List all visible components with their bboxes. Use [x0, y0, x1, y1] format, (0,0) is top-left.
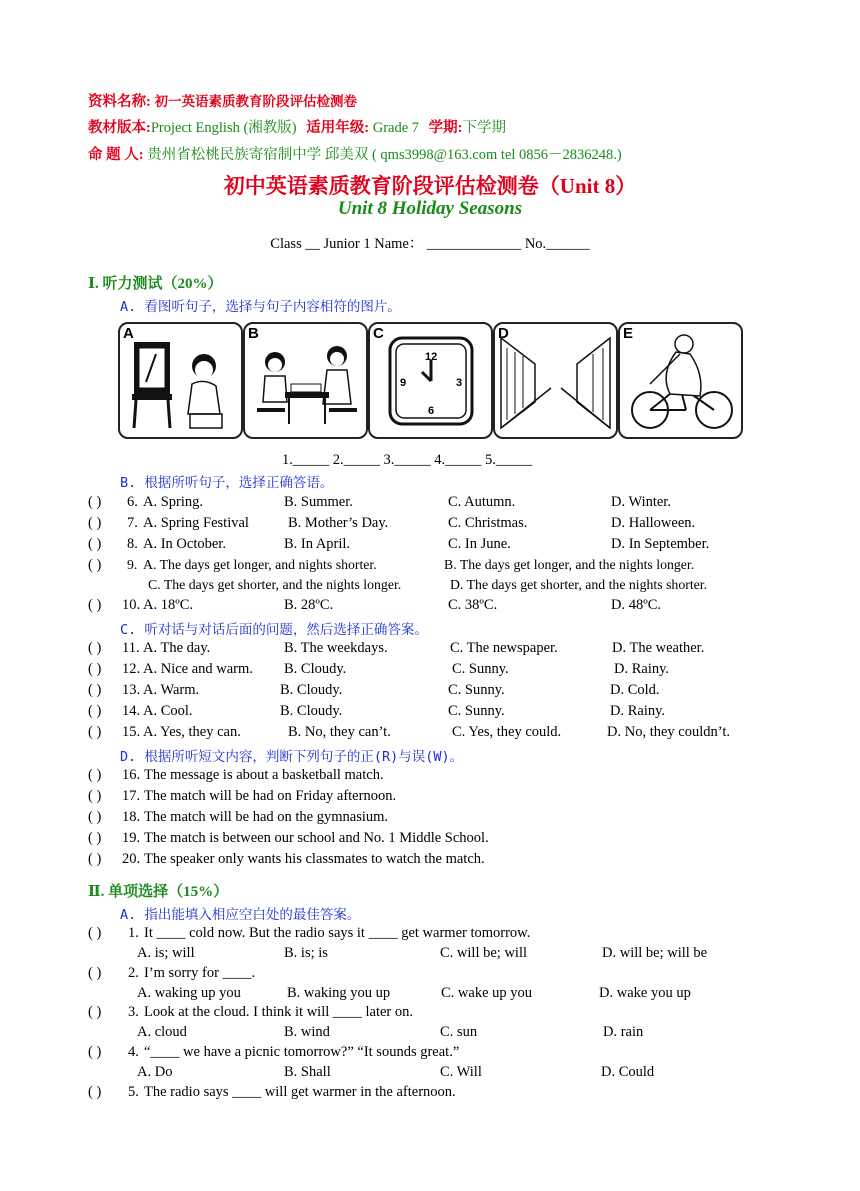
answer-paren: ( ) [88, 809, 102, 825]
picture-label-a: A [123, 325, 134, 342]
question-number: 1. [128, 925, 139, 941]
answer-paren: ( ) [88, 830, 102, 846]
option-b: B. Shall [284, 1064, 331, 1080]
picture-label-c: C [373, 325, 384, 342]
meta-label-term: 学期: [428, 120, 463, 136]
section-1-part-c: C. 听对话与对话后面的问题，然后选择正确答案。 [120, 622, 428, 638]
option-c: C. Will [440, 1064, 482, 1080]
section-1-part-d: D. 根据所听短文内容，判断下列句子的正(R)与误(W)。 [120, 749, 464, 765]
option-d: D. Could [601, 1064, 655, 1080]
option-a: A. Cool. [143, 703, 193, 719]
question-number: 14. [122, 703, 141, 719]
answer-paren: ( ) [88, 661, 102, 677]
section-2-part-a: A. 指出能填入相应空白处的最佳答案。 [120, 907, 361, 923]
question-7 [0, 515, 860, 535]
s2-question-4 [0, 1044, 860, 1064]
option-a: A. Spring Festival [143, 515, 249, 531]
option-c: C. will be; will [440, 945, 527, 961]
statement: The speaker only wants his classmates to watch the match. [144, 851, 485, 867]
option-c: C. Yes, they could. [452, 724, 562, 740]
answer-paren: ( ) [88, 724, 102, 740]
question-11 [0, 640, 860, 660]
answer-paren: ( ) [88, 1004, 102, 1020]
picture-d [493, 322, 618, 439]
option-a: A. Spring. [143, 494, 204, 510]
statement: The match will be had on the gymnasium. [144, 809, 389, 825]
option-b: B. In April. [284, 536, 351, 552]
meta-label-edition: 教材版本: [88, 120, 151, 136]
answer-paren: ( ) [88, 536, 102, 552]
option-a: A. Warm. [143, 682, 200, 698]
section-1-part-a: A. 看图听句子，选择与句子内容相符的图片。 [120, 299, 401, 315]
s2-question-1-options [0, 945, 860, 965]
question-number: 13. [122, 682, 141, 698]
question-12 [0, 661, 860, 681]
answer-paren: ( ) [88, 640, 102, 656]
option-a: A. cloud [137, 1024, 187, 1040]
answer-paren: ( ) [88, 851, 102, 867]
svg-text:9: 9 [400, 377, 407, 389]
meta-value-author: 贵州省松桃民族寄宿制中学 邱美双 ( qms3998@163.com tel 0856－2836248.) [147, 147, 622, 163]
option-b: B. Summer. [284, 494, 353, 510]
option-d: D. 48ºC. [611, 597, 662, 613]
option-c: C. Sunny. [448, 682, 505, 698]
option-b: B. is; is [284, 945, 328, 961]
girl-bicycle-icon [620, 324, 741, 437]
option-c: C. wake up you [441, 985, 533, 1001]
option-b: B. Cloudy. [284, 661, 347, 677]
option-c: C. The days get shorter, and the nights longer. [148, 577, 402, 592]
question-number: 7. [127, 515, 138, 531]
question-15 [0, 724, 860, 744]
answer-paren: ( ) [88, 557, 102, 573]
option-b: B. Mother’s Day. [288, 515, 389, 531]
meta-label-name: 资料名称: [88, 94, 151, 110]
option-a: A. The days get longer, and nights shorter. [143, 557, 377, 572]
question-number: 18. [122, 809, 141, 825]
option-d: D. No, they couldn’t. [607, 724, 730, 740]
question-number: 12. [122, 661, 141, 677]
question-9-continued [0, 577, 860, 597]
option-b: B. waking you up [287, 985, 391, 1001]
option-c: C. sun [440, 1024, 478, 1040]
question-17 [0, 788, 860, 808]
meta-value-grade: Grade 7 [372, 120, 420, 136]
question-6 [0, 494, 860, 514]
question-number: 15. [122, 724, 141, 740]
question-9 [0, 557, 860, 577]
question-stem: I’m sorry for ____. [144, 965, 256, 981]
option-c: C. Sunny. [448, 703, 505, 719]
meta-label-grade: 适用年级: [306, 120, 370, 136]
meta-line-3 [88, 143, 622, 164]
option-c: C. Christmas. [448, 515, 528, 531]
question-number: 3. [128, 1004, 139, 1020]
answer-paren: ( ) [88, 515, 102, 531]
s2-question-5 [0, 1084, 860, 1104]
option-b: B. The days get longer, and the nights longer. [444, 557, 695, 572]
section-2-heading: Ⅱ. 单项选择（15%） [88, 884, 229, 900]
s2-question-3-options [0, 1024, 860, 1044]
svg-text:3: 3 [456, 377, 463, 389]
question-number: 4. [128, 1044, 139, 1060]
option-a: A. In October. [143, 536, 226, 552]
meta-value-name: 初一英语素质教育阶段评估检测卷 [154, 94, 357, 109]
statement: The match is between our school and No. 1 Middle School. [144, 830, 489, 846]
page-subtitle: Unit 8 Holiday Seasons [337, 198, 523, 219]
answer-paren: ( ) [88, 788, 102, 804]
option-d: D. wake you up [599, 985, 691, 1001]
option-d: D. Halloween. [611, 515, 696, 531]
question-19 [0, 830, 860, 850]
meta-line-2 [88, 116, 506, 137]
option-b: B. wind [284, 1024, 330, 1040]
answer-paren: ( ) [88, 597, 102, 613]
s2-question-2 [0, 965, 860, 985]
answer-paren: ( ) [88, 494, 102, 510]
question-8 [0, 536, 860, 556]
meta-line-1 [88, 90, 357, 111]
picture-a [118, 322, 243, 439]
question-number: 6. [127, 494, 138, 510]
statement: The match will be had on Friday afternoon. [144, 788, 397, 804]
option-d: D. Winter. [611, 494, 671, 510]
question-number: 9. [127, 557, 138, 572]
answer-paren: ( ) [88, 767, 102, 783]
answer-paren: ( ) [88, 1044, 102, 1060]
option-d: D. In September. [611, 536, 710, 552]
option-a: A. waking up you [137, 985, 241, 1001]
svg-text:6: 6 [428, 405, 435, 417]
clock-icon [370, 324, 491, 437]
meta-value-edition: Project English (湘教版) [150, 120, 297, 136]
question-20 [0, 851, 860, 871]
question-number: 10. [122, 597, 141, 613]
svg-text:12: 12 [425, 351, 438, 363]
option-c: C. Sunny. [452, 661, 509, 677]
picture-label-e: E [623, 325, 634, 342]
option-a: A. Do [137, 1064, 173, 1080]
picture-answer-blanks: 1._____ 2._____ 3._____ 4._____ 5._____ [282, 452, 533, 468]
question-16 [0, 767, 860, 787]
class-name-line: Class __ Junior 1 Name： _____________ No.______ [270, 236, 590, 252]
question-stem: The radio says ____ will get warmer in the afternoon. [144, 1084, 456, 1100]
question-14 [0, 703, 860, 723]
question-number: 2. [128, 965, 139, 981]
option-a: A. is; will [137, 945, 195, 961]
option-b: B. Cloudy. [280, 703, 343, 719]
picture-label-d: D [498, 325, 509, 342]
answer-paren: ( ) [88, 703, 102, 719]
s2-question-3 [0, 1004, 860, 1024]
option-a: A. Yes, they can. [143, 724, 241, 740]
option-a: A. Nice and warm. [143, 661, 253, 677]
children-playing-icon [245, 324, 366, 437]
question-number: 20. [122, 851, 141, 867]
option-d: D. Rainy. [614, 661, 670, 677]
option-c: C. The newspaper. [450, 640, 558, 656]
page-title: 初中英语素质教育阶段评估检测卷（Unit 8） [223, 174, 637, 198]
question-stem: It ____ cold now. But the radio says it ____ get warmer tomorrow. [144, 925, 531, 941]
question-18 [0, 809, 860, 829]
meta-value-term: 下学期 [462, 120, 506, 136]
question-number: 17. [122, 788, 141, 804]
option-b: B. Cloudy. [280, 682, 343, 698]
tv-child-icon [120, 324, 241, 437]
statement: The message is about a basketball match. [144, 767, 384, 783]
option-b: B. No, they can’t. [288, 724, 391, 740]
option-d: D. The days get shorter, and the nights shorter. [450, 577, 708, 592]
picture-c [368, 322, 493, 439]
option-d: D. The weather. [612, 640, 705, 656]
answer-paren: ( ) [88, 682, 102, 698]
answer-paren: ( ) [88, 965, 102, 981]
s2-question-4-options [0, 1064, 860, 1084]
answer-paren: ( ) [88, 1084, 102, 1100]
option-c: C. Autumn. [448, 494, 516, 510]
answer-paren: ( ) [88, 925, 102, 941]
option-d: D. Cold. [610, 682, 660, 698]
picture-label-b: B [248, 325, 259, 342]
option-c: C. 38ºC. [448, 597, 498, 613]
picture-b [243, 322, 368, 439]
question-number: 11. [122, 640, 140, 656]
option-c: C. In June. [448, 536, 511, 552]
question-number: 19. [122, 830, 141, 846]
option-a: A. The day. [143, 640, 211, 656]
option-d: D. will be; will be [602, 945, 708, 961]
s2-question-1 [0, 925, 860, 945]
s2-question-2-options [0, 985, 860, 1005]
question-number: 16. [122, 767, 141, 783]
option-a: A. 18ºC. [143, 597, 194, 613]
street-icon [495, 324, 616, 437]
option-d: D. rain [603, 1024, 644, 1040]
picture-e [618, 322, 743, 439]
question-number: 8. [127, 536, 138, 552]
section-1-heading: Ⅰ. 听力测试（20%） [88, 276, 223, 292]
option-b: B. The weekdays. [284, 640, 388, 656]
question-stem: Look at the cloud. I think it will ____ later on. [144, 1004, 414, 1020]
option-d: D. Rainy. [610, 703, 666, 719]
section-1-part-b: B. 根据所听句子，选择正确答语。 [120, 475, 334, 491]
option-b: B. 28ºC. [284, 597, 334, 613]
question-13 [0, 682, 860, 702]
question-number: 5. [128, 1084, 139, 1100]
meta-label-author: 命 题 人: [88, 147, 144, 163]
question-10 [0, 597, 860, 617]
question-stem: “____ we have a picnic tomorrow?” “It sounds great.” [144, 1044, 460, 1060]
